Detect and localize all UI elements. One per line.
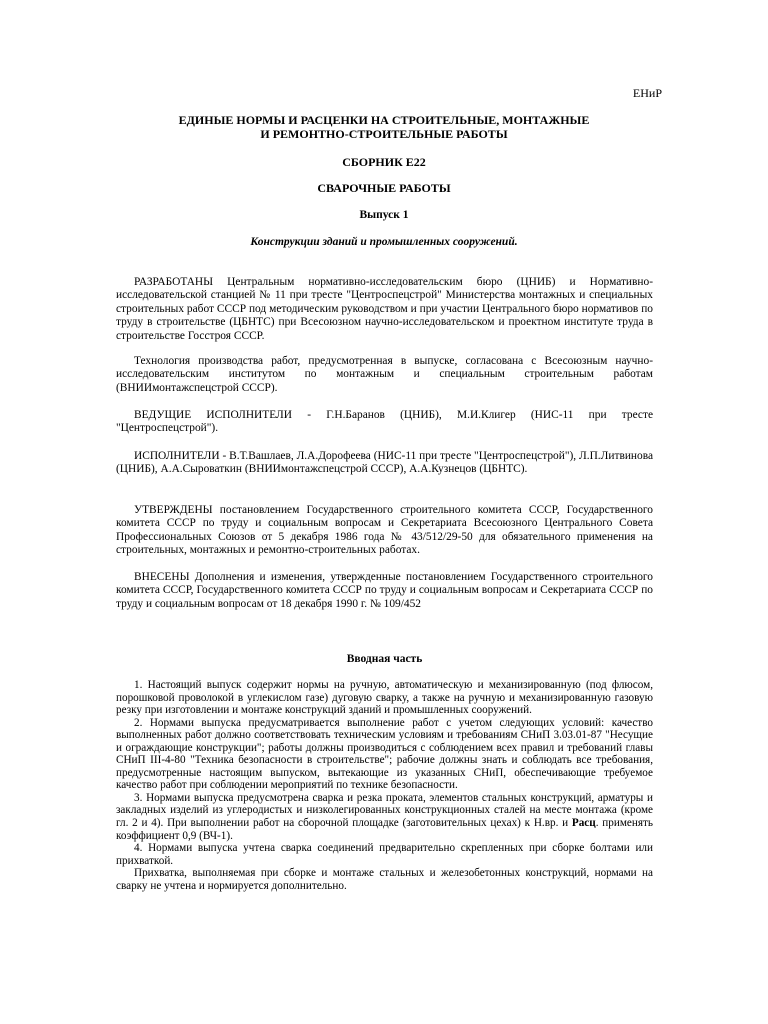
title-line-2: И РЕМОНТНО-СТРОИТЕЛЬНЫЕ РАБОТЫ (260, 127, 508, 141)
intro-item-4: 4. Нормами выпуска учтена сварка соединений предварительно скрепленных при сборке болтами или прихваткой. (116, 842, 653, 867)
intro-item-2: 2. Нормами выпуска предусматривается выполнение работ с учетом следующих условий: качество выполненных работ должно соответствовать техническим условиям и требованиям СНиП 3.03.01-87 "Несущие и ограждающие конструкции"; работы должны производиться с соблюдением всех правил и требований главы СНиП III-4-80 "Техника безопасности в строительстве"; рабочие должны знать и соблюдать все требования, предусмотренные настоящим выпуском, вытекающие из указанных СНиП, обеспечивающие требуемое качество работ при соблюдении мероприятий по технике безопасности. (116, 716, 653, 792)
document-code: ЕНиР (632, 86, 662, 100)
subject-title: СВАРОЧНЫЕ РАБОТЫ (317, 181, 451, 195)
collection-title: СБОРНИК Е22 (342, 155, 426, 169)
intro-item-3-text-end: . применять коэффициент 0,9 (ВЧ-1). (116, 817, 653, 842)
issue-title: Выпуск 1 (359, 209, 409, 221)
intro-item-3 (116, 792, 653, 842)
intro-item-1: 1. Настоящий выпуск содержит нормы на ручную, автоматическую и механизированную (под флюсом, порошковой проволокой в углекислом газе) дуговую сварку, а также на ручную и механизированную газовую резку при изготовлении и монтаже конструкций зданий и промышленных сооружений. (116, 679, 653, 717)
title-line-1: ЕДИНЫЕ НОРМЫ И РАСЦЕНКИ НА СТРОИТЕЛЬНЫЕ, МОНТАЖНЫЕ (178, 113, 590, 127)
intro-heading: Вводная часть (346, 653, 423, 665)
intro-item-3-text-start: 3. Нормами выпуска предусмотрена сварка и резка проката, элементов стальных конструкций, арматуры и закладных изделий из углеродистых и низколегированных конструкционных сталей на месте монтажа (кроме гл. 2 и 4). При выполнении работ на сборочной площадке (заготовительных цехах) к Н.вр. и (116, 791, 653, 830)
lead-performers-paragraph: ВЕДУЩИЕ ИСПОЛНИТЕЛИ - Г.Н.Баранов (ЦНИБ), М.И.Клигер (НИС-11 при тресте "Центроспецстрой"). (116, 409, 653, 435)
developed-paragraph: РАЗРАБОТАНЫ Центральным нормативно-исследовательским бюро (ЦНИБ) и Нормативно-исследовательской станцией № 11 при тресте "Центроспецстрой" Министерства монтажных и специальных строительных работ СССР под методическим руководством и при участии Центрального бюро нормативов по труду в строительстве (ЦБНТС) при Всесоюзном научно-исследовательском и проектном институте труда в строительстве Госстроя СССР. (116, 276, 653, 342)
intro-body (116, 679, 653, 892)
subtitle: Конструкции зданий и промышленных сооружений. (250, 236, 518, 248)
performers-paragraph: ИСПОЛНИТЕЛИ - В.Т.Вашлаев, Л.А.Дорофеева (НИС-11 при тресте "Центроспецстрой"), Л.П.Литвинова (ЦНИБ), А.А.Сыроваткин (ВНИИмонтажспецстрой СССР), А.А.Кузнецов (ЦБНТС). (116, 450, 653, 476)
document-title (116, 113, 652, 141)
intro-item-5: Прихватка, выполняемая при сборке и монтаже стальных и железобетонных конструкций, нормами на сварку не учтена и нормируется дополнительно. (116, 867, 653, 892)
amendments-paragraph: ВНЕСЕНЫ Дополнения и изменения, утвержденные постановлением Государственного строительного комитета СССР, Государственного комитета СССР по труду и социальным вопросам и Секретариата СССР по труду и социальным вопросам от 18 декабря 1990 г. № 109/452 (116, 571, 653, 610)
approved-paragraph: УТВЕРЖДЕНЫ постановлением Государственного строительного комитета СССР, Государственного комитета СССР по труду и социальным вопросам и Секретариата Всесоюзного Центрального Совета Профессиональных Союзов от 5 декабря 1986 года № 43/512/29-50 для обязательного применения на строительных, монтажных и ремонтно-строительных работах. (116, 504, 653, 557)
rate-label: Расц (571, 817, 596, 830)
technology-paragraph: Технология производства работ, предусмотренная в выпуске, согласована с Всесоюзным научно-исследовательским институтом по монтажным и специальным строительным работам (ВНИИмонтажспецстрой СССР). (116, 355, 653, 394)
